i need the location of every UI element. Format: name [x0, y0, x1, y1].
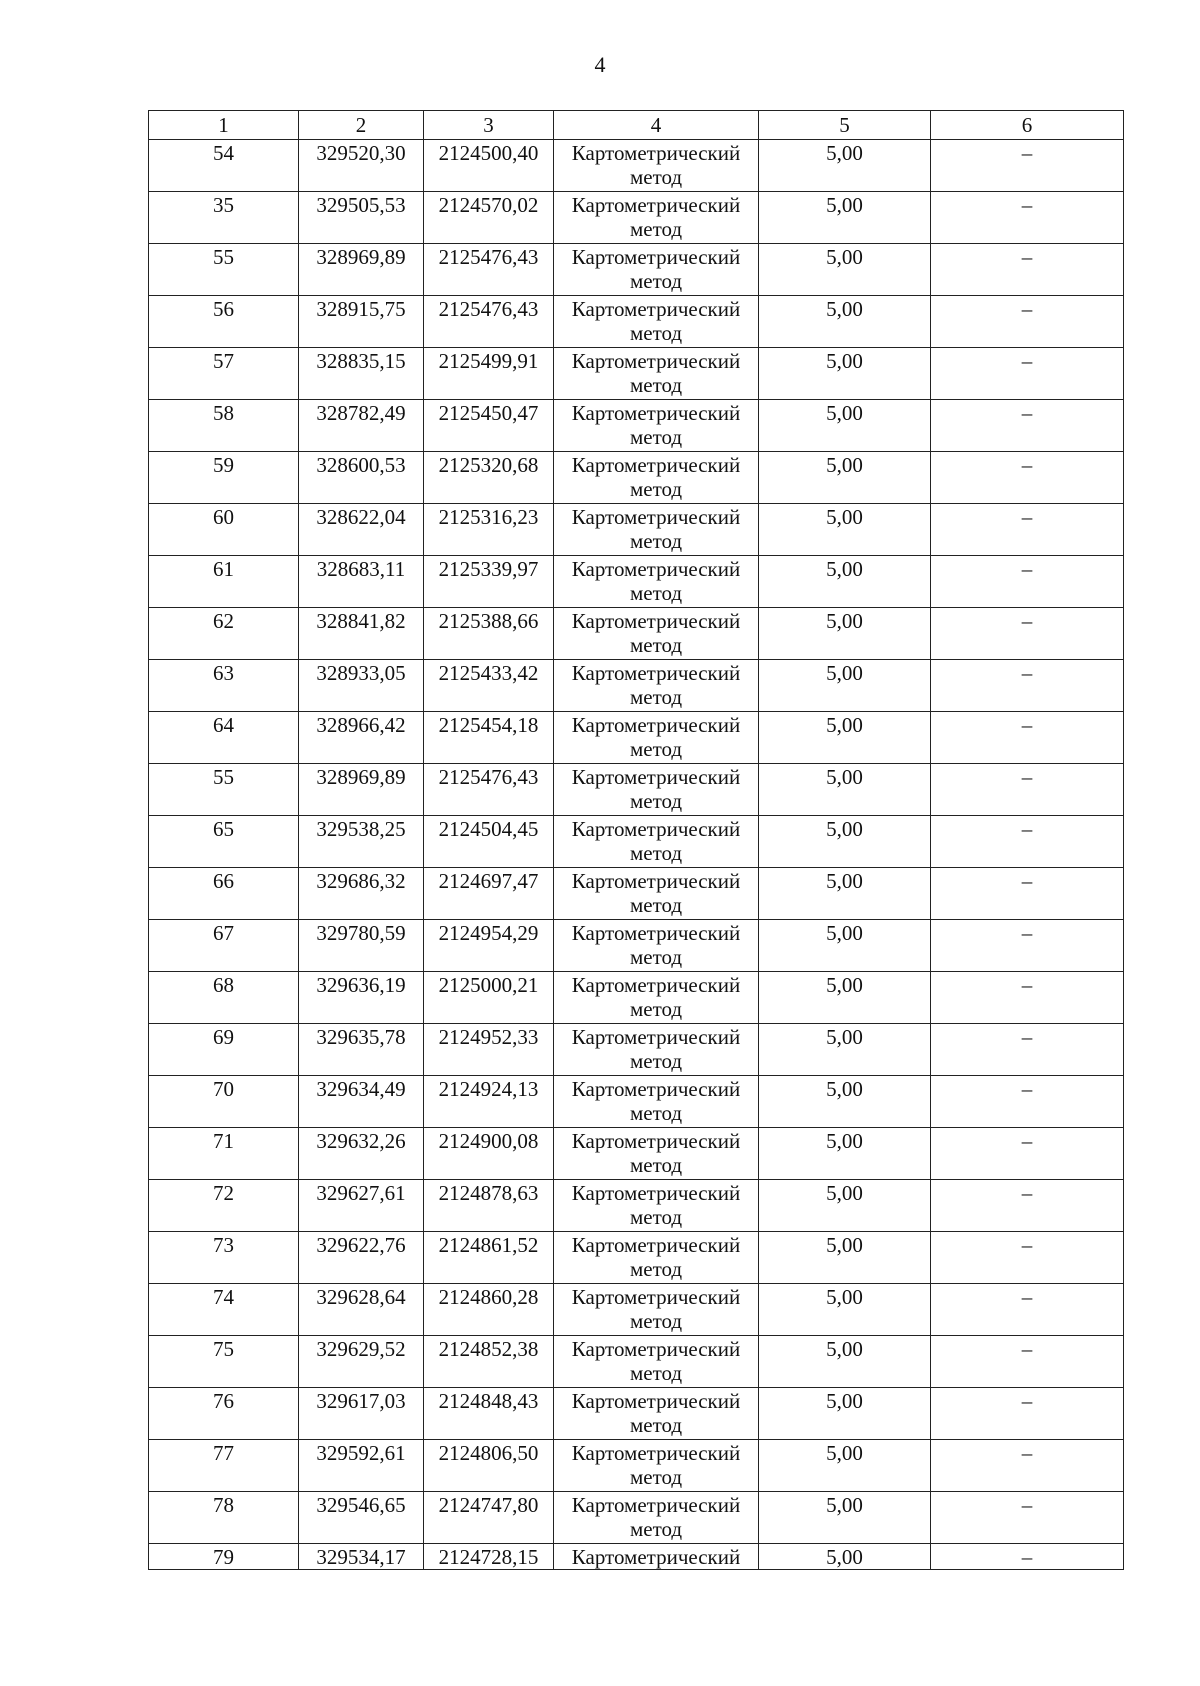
column-header: 1 — [149, 111, 299, 140]
accuracy-cell: 5,00 — [759, 1440, 931, 1492]
accuracy-cell: 5,00 — [759, 556, 931, 608]
accuracy-cell: 5,00 — [759, 192, 931, 244]
table-body — [149, 140, 1124, 1570]
method-cell: Картометрический метод — [554, 452, 759, 504]
table-row — [149, 1128, 1124, 1180]
point-number-cell: 66 — [149, 868, 299, 920]
point-number-cell: 73 — [149, 1232, 299, 1284]
note-cell: – — [931, 1336, 1124, 1388]
accuracy-cell: 5,00 — [759, 1388, 931, 1440]
point-number-cell: 75 — [149, 1336, 299, 1388]
table-row — [149, 1492, 1124, 1544]
x-coordinate-cell: 329546,65 — [299, 1492, 424, 1544]
note-cell: – — [931, 244, 1124, 296]
accuracy-cell: 5,00 — [759, 400, 931, 452]
table-row — [149, 296, 1124, 348]
x-coordinate-cell: 329538,25 — [299, 816, 424, 868]
x-coordinate-cell: 329635,78 — [299, 1024, 424, 1076]
accuracy-cell: 5,00 — [759, 764, 931, 816]
point-number-cell: 35 — [149, 192, 299, 244]
note-cell: – — [931, 556, 1124, 608]
table-row — [149, 452, 1124, 504]
accuracy-cell: 5,00 — [759, 816, 931, 868]
column-header: 5 — [759, 111, 931, 140]
table-row — [149, 140, 1124, 192]
y-coordinate-cell: 2124848,43 — [424, 1388, 554, 1440]
method-cell: Картометрический метод — [554, 1492, 759, 1544]
note-cell: – — [931, 920, 1124, 972]
x-coordinate-cell: 328782,49 — [299, 400, 424, 452]
point-number-cell: 60 — [149, 504, 299, 556]
note-cell: – — [931, 1232, 1124, 1284]
note-cell: – — [931, 608, 1124, 660]
header-row — [149, 111, 1124, 140]
column-header: 3 — [424, 111, 554, 140]
y-coordinate-cell: 2125316,23 — [424, 504, 554, 556]
y-coordinate-cell: 2124747,80 — [424, 1492, 554, 1544]
accuracy-cell: 5,00 — [759, 1180, 931, 1232]
note-cell: – — [931, 1492, 1124, 1544]
table-row — [149, 1232, 1124, 1284]
column-header: 4 — [554, 111, 759, 140]
method-cell: Картометрический метод — [554, 972, 759, 1024]
accuracy-cell: 5,00 — [759, 1024, 931, 1076]
x-coordinate-cell: 328969,89 — [299, 764, 424, 816]
point-number-cell: 79 — [149, 1544, 299, 1570]
note-cell: – — [931, 1180, 1124, 1232]
method-cell: Картометрический метод — [554, 608, 759, 660]
note-cell: – — [931, 1024, 1124, 1076]
table-row — [149, 244, 1124, 296]
point-number-cell: 62 — [149, 608, 299, 660]
method-cell: Картометрический метод — [554, 348, 759, 400]
y-coordinate-cell: 2124860,28 — [424, 1284, 554, 1336]
point-number-cell: 77 — [149, 1440, 299, 1492]
method-cell: Картометрический метод — [554, 764, 759, 816]
table-row — [149, 1024, 1124, 1076]
note-cell: – — [931, 400, 1124, 452]
x-coordinate-cell: 329592,61 — [299, 1440, 424, 1492]
note-cell: – — [931, 1284, 1124, 1336]
x-coordinate-cell: 328969,89 — [299, 244, 424, 296]
page-number: 4 — [594, 52, 606, 77]
table-row — [149, 1180, 1124, 1232]
note-cell: – — [931, 348, 1124, 400]
table-row — [149, 1336, 1124, 1388]
table-row — [149, 868, 1124, 920]
x-coordinate-cell: 329780,59 — [299, 920, 424, 972]
note-cell: – — [931, 1128, 1124, 1180]
column-header: 2 — [299, 111, 424, 140]
x-coordinate-cell: 329505,53 — [299, 192, 424, 244]
y-coordinate-cell: 2125388,66 — [424, 608, 554, 660]
x-coordinate-cell: 328600,53 — [299, 452, 424, 504]
note-cell: – — [931, 296, 1124, 348]
note-cell: – — [931, 1544, 1124, 1570]
y-coordinate-cell: 2124504,45 — [424, 816, 554, 868]
point-number-cell: 69 — [149, 1024, 299, 1076]
y-coordinate-cell: 2124878,63 — [424, 1180, 554, 1232]
point-number-cell: 56 — [149, 296, 299, 348]
x-coordinate-cell: 328933,05 — [299, 660, 424, 712]
note-cell: – — [931, 192, 1124, 244]
method-cell: Картометрический метод — [554, 504, 759, 556]
coordinates-table — [148, 110, 1124, 1570]
accuracy-cell: 5,00 — [759, 1232, 931, 1284]
method-cell: Картометрический метод — [554, 868, 759, 920]
y-coordinate-cell: 2124900,08 — [424, 1128, 554, 1180]
note-cell: – — [931, 452, 1124, 504]
table-row — [149, 1440, 1124, 1492]
table-row — [149, 712, 1124, 764]
accuracy-cell: 5,00 — [759, 140, 931, 192]
accuracy-cell: 5,00 — [759, 1492, 931, 1544]
table-row — [149, 1284, 1124, 1336]
point-number-cell: 78 — [149, 1492, 299, 1544]
table-row — [149, 348, 1124, 400]
x-coordinate-cell: 329628,64 — [299, 1284, 424, 1336]
method-cell: Картометрический метод — [554, 816, 759, 868]
note-cell: – — [931, 660, 1124, 712]
x-coordinate-cell: 328683,11 — [299, 556, 424, 608]
y-coordinate-cell: 2124924,13 — [424, 1076, 554, 1128]
accuracy-cell: 5,00 — [759, 1336, 931, 1388]
point-number-cell: 65 — [149, 816, 299, 868]
note-cell: – — [931, 712, 1124, 764]
x-coordinate-cell: 328841,82 — [299, 608, 424, 660]
x-coordinate-cell: 328966,42 — [299, 712, 424, 764]
method-cell: Картометрический метод — [554, 244, 759, 296]
y-coordinate-cell: 2124806,50 — [424, 1440, 554, 1492]
column-header: 6 — [931, 111, 1124, 140]
y-coordinate-cell: 2125499,91 — [424, 348, 554, 400]
point-number-cell: 64 — [149, 712, 299, 764]
point-number-cell: 61 — [149, 556, 299, 608]
x-coordinate-cell: 329634,49 — [299, 1076, 424, 1128]
x-coordinate-cell: 328915,75 — [299, 296, 424, 348]
x-coordinate-cell: 329520,30 — [299, 140, 424, 192]
point-number-cell: 57 — [149, 348, 299, 400]
method-cell: Картометрический метод — [554, 920, 759, 972]
y-coordinate-cell: 2125476,43 — [424, 764, 554, 816]
table-row — [149, 400, 1124, 452]
y-coordinate-cell: 2124697,47 — [424, 868, 554, 920]
point-number-cell: 63 — [149, 660, 299, 712]
point-number-cell: 67 — [149, 920, 299, 972]
table-row — [149, 556, 1124, 608]
method-cell: Картометрический метод — [554, 296, 759, 348]
x-coordinate-cell: 328622,04 — [299, 504, 424, 556]
method-cell: Картометрический метод — [554, 556, 759, 608]
x-coordinate-cell: 329632,26 — [299, 1128, 424, 1180]
accuracy-cell: 5,00 — [759, 920, 931, 972]
x-coordinate-cell: 329686,32 — [299, 868, 424, 920]
y-coordinate-cell: 2124500,40 — [424, 140, 554, 192]
y-coordinate-cell: 2125476,43 — [424, 296, 554, 348]
point-number-cell: 74 — [149, 1284, 299, 1336]
accuracy-cell: 5,00 — [759, 1284, 931, 1336]
point-number-cell: 55 — [149, 244, 299, 296]
accuracy-cell: 5,00 — [759, 1544, 931, 1570]
note-cell: – — [931, 1388, 1124, 1440]
note-cell: – — [931, 1440, 1124, 1492]
method-cell: Картометрический метод — [554, 1024, 759, 1076]
note-cell: – — [931, 868, 1124, 920]
note-cell: – — [931, 140, 1124, 192]
method-cell: Картометрический метод — [554, 712, 759, 764]
table-row — [149, 192, 1124, 244]
table-row — [149, 816, 1124, 868]
method-cell: Картометрический метод — [554, 1336, 759, 1388]
table-row — [149, 1544, 1124, 1570]
note-cell: – — [931, 504, 1124, 556]
table-row — [149, 660, 1124, 712]
point-number-cell: 59 — [149, 452, 299, 504]
y-coordinate-cell: 2125320,68 — [424, 452, 554, 504]
accuracy-cell: 5,00 — [759, 972, 931, 1024]
accuracy-cell: 5,00 — [759, 1128, 931, 1180]
method-cell: Картометрический метод — [554, 660, 759, 712]
accuracy-cell: 5,00 — [759, 868, 931, 920]
y-coordinate-cell: 2125000,21 — [424, 972, 554, 1024]
method-cell: Картометрический метод — [554, 140, 759, 192]
y-coordinate-cell: 2124728,15 — [424, 1544, 554, 1570]
point-number-cell: 71 — [149, 1128, 299, 1180]
method-cell: Картометрический метод — [554, 400, 759, 452]
table-row — [149, 764, 1124, 816]
accuracy-cell: 5,00 — [759, 504, 931, 556]
y-coordinate-cell: 2124570,02 — [424, 192, 554, 244]
accuracy-cell: 5,00 — [759, 1076, 931, 1128]
table-row — [149, 920, 1124, 972]
y-coordinate-cell: 2125450,47 — [424, 400, 554, 452]
method-cell: Картометрический метод — [554, 1076, 759, 1128]
point-number-cell: 70 — [149, 1076, 299, 1128]
note-cell: – — [931, 972, 1124, 1024]
accuracy-cell: 5,00 — [759, 452, 931, 504]
x-coordinate-cell: 328835,15 — [299, 348, 424, 400]
method-cell: Картометрический метод — [554, 192, 759, 244]
table-row — [149, 608, 1124, 660]
method-cell: Картометрический метод — [554, 1440, 759, 1492]
accuracy-cell: 5,00 — [759, 244, 931, 296]
point-number-cell: 55 — [149, 764, 299, 816]
x-coordinate-cell: 329629,52 — [299, 1336, 424, 1388]
table-row — [149, 1076, 1124, 1128]
y-coordinate-cell: 2125339,97 — [424, 556, 554, 608]
table-row — [149, 504, 1124, 556]
method-cell: Картометрический метод — [554, 1284, 759, 1336]
x-coordinate-cell: 329617,03 — [299, 1388, 424, 1440]
point-number-cell: 68 — [149, 972, 299, 1024]
method-cell: Картометрический — [554, 1544, 759, 1570]
accuracy-cell: 5,00 — [759, 348, 931, 400]
method-cell: Картометрический метод — [554, 1128, 759, 1180]
accuracy-cell: 5,00 — [759, 296, 931, 348]
y-coordinate-cell: 2124861,52 — [424, 1232, 554, 1284]
x-coordinate-cell: 329534,17 — [299, 1544, 424, 1570]
note-cell: – — [931, 764, 1124, 816]
table-row — [149, 1388, 1124, 1440]
point-number-cell: 58 — [149, 400, 299, 452]
y-coordinate-cell: 2125433,42 — [424, 660, 554, 712]
y-coordinate-cell: 2125454,18 — [424, 712, 554, 764]
point-number-cell: 76 — [149, 1388, 299, 1440]
note-cell: – — [931, 1076, 1124, 1128]
y-coordinate-cell: 2124852,38 — [424, 1336, 554, 1388]
y-coordinate-cell: 2124952,33 — [424, 1024, 554, 1076]
method-cell: Картометрический метод — [554, 1388, 759, 1440]
table-row — [149, 972, 1124, 1024]
method-cell: Картометрический метод — [554, 1180, 759, 1232]
x-coordinate-cell: 329622,76 — [299, 1232, 424, 1284]
x-coordinate-cell: 329627,61 — [299, 1180, 424, 1232]
x-coordinate-cell: 329636,19 — [299, 972, 424, 1024]
accuracy-cell: 5,00 — [759, 660, 931, 712]
point-number-cell: 54 — [149, 140, 299, 192]
y-coordinate-cell: 2125476,43 — [424, 244, 554, 296]
point-number-cell: 72 — [149, 1180, 299, 1232]
note-cell: – — [931, 816, 1124, 868]
method-cell: Картометрический метод — [554, 1232, 759, 1284]
accuracy-cell: 5,00 — [759, 712, 931, 764]
accuracy-cell: 5,00 — [759, 608, 931, 660]
y-coordinate-cell: 2124954,29 — [424, 920, 554, 972]
